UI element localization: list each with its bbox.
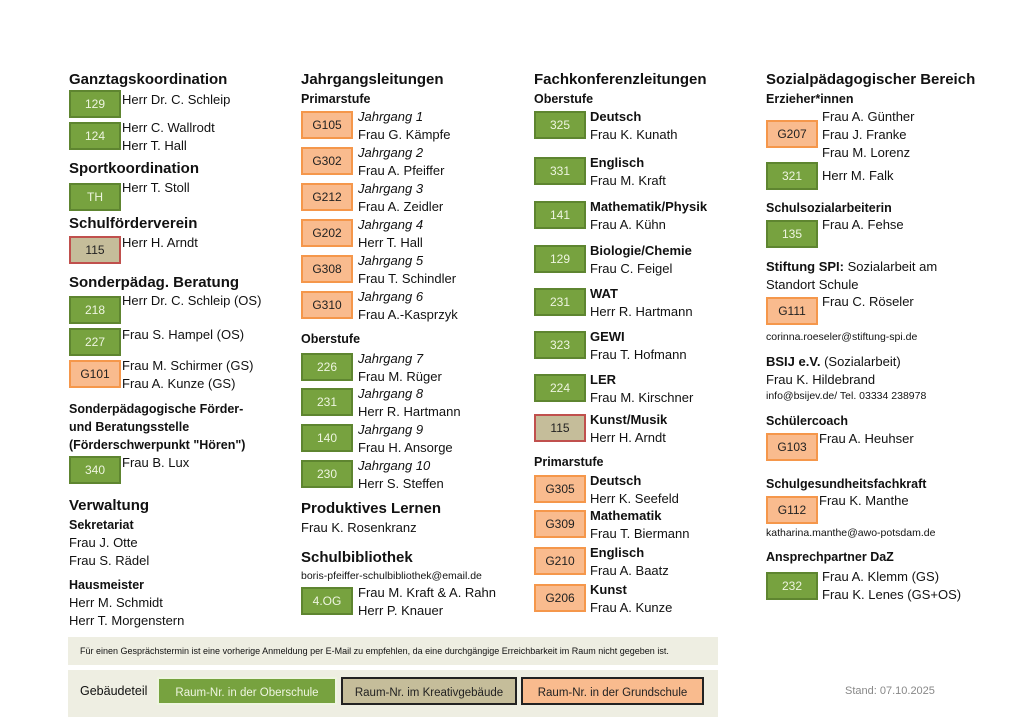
person: Frau M. Kirschner [590,390,694,405]
subject: Kunst [590,582,627,597]
room-badge: 218 [69,296,121,324]
room-badge: 129 [534,245,586,273]
room-badge: G202 [301,219,353,247]
room-badge: G112 [766,496,818,524]
subheading: Schulgesundheitsfachkraft [766,477,927,491]
person: Herr S. Steffen [358,476,444,491]
person: Frau T. Hofmann [590,347,687,362]
person: Frau J. Franke [822,127,907,142]
person: Herr T. Hall [358,235,423,250]
room-badge: 224 [534,374,586,402]
section-heading: Sportkoordination [69,160,199,177]
person: Herr H. Arndt [590,430,666,445]
room-badge: TH [69,183,121,211]
person: Frau T. Biermann [590,526,690,541]
appointment-note: Für einen Gesprächstermin ist eine vorherige Anmeldung per E-Mail zu empfehlen, da eine durchgängige Erreichbarkeit im Raum nicht gegeben ist. [68,637,718,665]
subject: WAT [590,286,618,301]
room-badge: 331 [534,157,586,185]
person: Herr T. Morgenstern [69,613,185,628]
person: Frau M. Rüger [358,369,442,384]
subject: Deutsch [590,473,642,488]
person: Frau A. Günther [822,109,915,124]
grade: Jahrgang 10 [358,458,431,473]
person: Frau K. Manthe [819,493,909,508]
contact[interactable]: info@bsijev.de/ Tel. 03334 238978 [766,390,927,402]
person: Frau J. Otte [69,535,138,550]
org-desc: Sozialarbeit am [844,259,938,274]
room-badge: 325 [534,111,586,139]
person: Frau C. Feigel [590,261,673,276]
person: Herr H. Arndt [122,235,198,250]
room-badge: G308 [301,255,353,283]
room-badge: G103 [766,433,818,461]
person: Frau K. Hildebrand [766,372,876,387]
person: Herr Dr. C. Schleip (OS) [122,293,262,308]
person: Frau K. Rosenkranz [301,520,417,535]
person: Herr T. Hall [122,138,187,153]
room-badge: 340 [69,456,121,484]
section-heading: Sozialpädagogischer Bereich [766,71,976,88]
person: Frau T. Schindler [358,271,457,286]
org-desc: (Sozialarbeit) [820,354,901,369]
person: Frau A. Kühn [590,217,666,232]
person: Herr R. Hartmann [358,404,461,419]
room-badge: 140 [301,424,353,452]
room-badge: 321 [766,162,818,190]
person: Herr M. Falk [822,168,894,183]
grade: Jahrgang 2 [358,145,424,160]
person: Frau K. Kunath [590,127,678,142]
subheading: Oberstufe [534,92,594,106]
room-badge: 231 [301,388,353,416]
room-badge: G309 [534,510,586,538]
person: Herr K. Seefeld [590,491,679,506]
org-desc: Standort Schule [766,277,859,292]
grade: Jahrgang 4 [358,217,424,232]
org-line [766,353,901,371]
email[interactable]: boris-pfeiffer-schulbibliothek@email.de [301,570,482,582]
section-heading: Verwaltung [69,497,150,514]
subheading: Sonderpädagogische Förder- [69,402,244,416]
email[interactable]: corinna.roeseler@stiftung-spi.de [766,331,918,343]
person: Frau A. Klemm (GS) [822,569,940,584]
person: Herr T. Stoll [122,180,190,195]
room-badge: 135 [766,220,818,248]
person: Frau H. Ansorge [358,440,453,455]
legend-grundschule: Raum-Nr. in der Grundschule [521,677,704,705]
legend [68,670,718,717]
section-heading: Schulförderverein [69,215,198,232]
person: Frau A. Kunze [590,600,673,615]
legend-oberschule: Raum-Nr. in der Oberschule [157,677,337,705]
room-badge: 232 [766,572,818,600]
grade: Jahrgang 3 [358,181,424,196]
subject: Englisch [590,545,645,560]
person: Frau A. Fehse [822,217,904,232]
room-badge: G206 [534,584,586,612]
person: Frau C. Röseler [822,294,914,309]
org-name: BSIJ e.V. [766,354,821,369]
room-badge: G305 [534,475,586,503]
person: Herr P. Knauer [358,603,444,618]
room-badge: G101 [69,360,121,388]
org-line [766,258,937,276]
grade: Jahrgang 7 [358,351,424,366]
person: Herr R. Hartmann [590,304,693,319]
room-badge: 124 [69,122,121,150]
subject: Deutsch [590,109,642,124]
person: Frau M. Schirmer (GS) [122,358,254,373]
room-badge: 4.OG [301,587,353,615]
room-badge: 323 [534,331,586,359]
room-badge: G212 [301,183,353,211]
org-name: Stiftung SPI: [766,259,844,274]
legend-label: Gebäudeteil [80,684,148,698]
person: Frau A.-Kasprzyk [358,307,458,322]
room-badge: 129 [69,90,121,118]
person: Frau A. Pfeiffer [358,163,445,178]
subject: Biologie/Chemie [590,243,692,258]
subject: GEWI [590,329,625,344]
grade: Jahrgang 8 [358,386,424,401]
grade: Jahrgang 9 [358,422,424,437]
grade: Jahrgang 1 [358,109,424,124]
subject: LER [590,372,616,387]
section-heading: Ganztagskoordination [69,71,228,88]
person: Frau A. Kunze (GS) [122,376,236,391]
subheading: Oberstufe [301,332,361,346]
room-badge: G207 [766,120,818,148]
subject: Mathematik/Physik [590,199,708,214]
person: Frau B. Lux [122,455,190,470]
grade: Jahrgang 5 [358,253,424,268]
room-badge: G105 [301,111,353,139]
grade: Jahrgang 6 [358,289,424,304]
person: Herr C. Wallrodt [122,120,215,135]
person: Frau A. Baatz [590,563,669,578]
subheading: Hausmeister [69,578,145,592]
subheading: und Beratungsstelle [69,420,190,434]
person: Frau M. Kraft [590,173,666,188]
subheading: Primarstufe [301,92,371,106]
subheading: Schülercoach [766,414,848,428]
room-badge: 230 [301,460,353,488]
person: Frau S. Rädel [69,553,150,568]
section-heading: Sonderpädag. Beratung [69,274,240,291]
date-stamp: Stand: 07.10.2025 [845,685,935,697]
room-badge: 141 [534,201,586,229]
person: Herr Dr. C. Schleip [122,92,231,107]
subheading: Erzieher*innen [766,92,854,106]
person: Frau M. Kraft & A. Rahn [358,585,496,600]
person: Frau G. Kämpfe [358,127,451,142]
person: Frau S. Hampel (OS) [122,327,245,342]
section-heading: Fachkonferenzleitungen [534,71,707,88]
subject: Mathematik [590,508,662,523]
person: Frau A. Zeidler [358,199,444,214]
section-heading: Jahrgangsleitungen [301,71,444,88]
room-badge: 115 [69,236,121,264]
subheading: Primarstufe [534,455,604,469]
person: Frau K. Lenes (GS+OS) [822,587,962,602]
subject: Kunst/Musik [590,412,668,427]
room-badge: G111 [766,297,818,325]
person: Frau A. Heuhser [819,431,914,446]
section-heading: Schulbibliothek [301,549,413,566]
room-badge: G210 [534,547,586,575]
legend-kreativgebaeude: Raum-Nr. im Kreativgebäude [341,677,517,705]
room-badge: 115 [534,414,586,442]
email[interactable]: katharina.manthe@awo-potsdam.de [766,527,936,539]
subheading: (Förderschwerpunkt "Hören") [69,438,246,452]
subject: Englisch [590,155,645,170]
room-badge: 226 [301,353,353,381]
room-badge: G302 [301,147,353,175]
subheading: Ansprechpartner DaZ [766,550,894,564]
subheading: Sekretariat [69,518,134,532]
person: Herr M. Schmidt [69,595,163,610]
room-badge: 227 [69,328,121,356]
room-badge: G310 [301,291,353,319]
person: Frau M. Lorenz [822,145,911,160]
subheading: Schulsozialarbeiterin [766,201,892,215]
section-heading: Produktives Lernen [301,500,442,517]
room-badge: 231 [534,288,586,316]
